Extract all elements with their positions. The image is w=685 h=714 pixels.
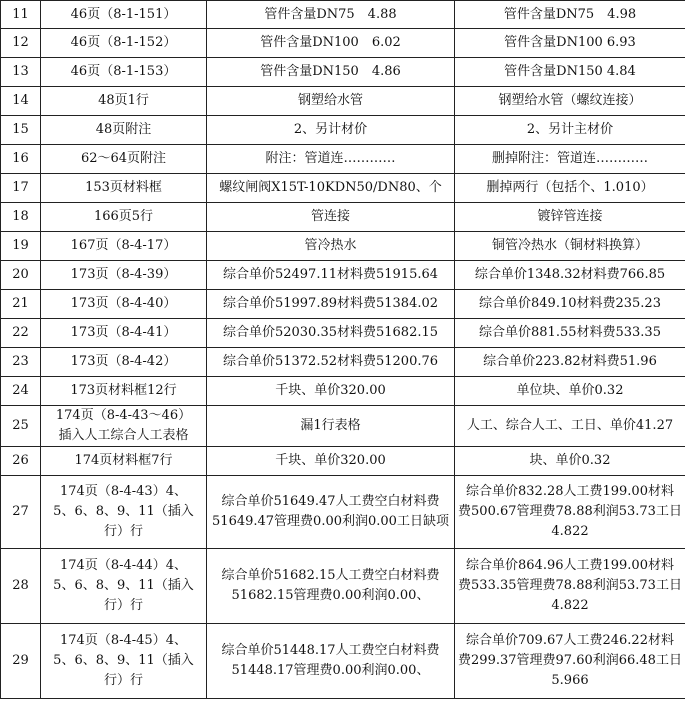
cell-location xyxy=(41,549,207,624)
row-number: 18 xyxy=(1,203,41,232)
cell-line: 4.822 xyxy=(551,598,589,613)
cell-line: 管件含量DN150 4.86 xyxy=(260,64,401,79)
table-row xyxy=(1,549,685,624)
row-number: 19 xyxy=(1,232,41,261)
cell-location xyxy=(41,203,207,232)
cell-location xyxy=(41,87,207,116)
cell-correction xyxy=(455,203,685,232)
cell-line: 螺纹闸阀X15T-10KDN50/DN80、个 xyxy=(219,180,442,195)
cell-original xyxy=(207,203,455,232)
cell-original xyxy=(207,174,455,203)
cell-line: 综合单价1348.32材料费766.85 xyxy=(474,267,666,282)
cell-original xyxy=(207,406,455,447)
cell-line: 166页5行 xyxy=(93,209,154,224)
cell-correction xyxy=(455,447,685,476)
cell-original xyxy=(207,377,455,406)
table-row xyxy=(1,87,685,116)
cell-original xyxy=(207,319,455,348)
cell-line: 173页材料框12行 xyxy=(70,383,177,398)
cell-line: 铜管冷热水（铜材料换算） xyxy=(491,238,648,253)
cell-line: 174页材料框7行 xyxy=(74,453,173,468)
cell-line: 费533.35管理费78.88利润53.73工日 xyxy=(458,578,682,593)
cell-correction xyxy=(455,319,685,348)
cell-line: 48页1行 xyxy=(98,93,149,108)
cell-line: 管件含量DN75 4.98 xyxy=(503,6,637,22)
row-number: 21 xyxy=(1,290,41,319)
cell-line: 174页（8-4-43～46） xyxy=(55,408,192,423)
cell-line: 51682.15管理费0.00利润0.00、 xyxy=(231,588,430,603)
table-row xyxy=(1,116,685,145)
cell-line: 镀锌管连接 xyxy=(537,209,603,224)
table-row xyxy=(1,290,685,319)
cell-location xyxy=(41,1,207,29)
cell-line: 4.822 xyxy=(551,524,589,539)
cell-original xyxy=(207,1,455,29)
cell-line: 费500.67管理费78.88利润53.73工日 xyxy=(458,504,682,519)
row-number: 29 xyxy=(1,624,41,699)
cell-original xyxy=(207,290,455,319)
cell-location xyxy=(41,29,207,58)
cell-line: 删掉两行（包括个、1.010） xyxy=(486,180,654,195)
cell-line: 综合单价52030.35材料费51682.15 xyxy=(222,325,439,340)
cell-original xyxy=(207,549,455,624)
cell-original xyxy=(207,624,455,699)
cell-line: 167页（8-4-17） xyxy=(70,238,177,253)
table-row xyxy=(1,145,685,174)
cell-correction xyxy=(455,290,685,319)
cell-correction xyxy=(455,377,685,406)
cell-correction xyxy=(455,116,685,145)
cell-line: 综合单价51649.47人工费空白材料费 xyxy=(221,494,440,509)
cell-original xyxy=(207,116,455,145)
table-row xyxy=(1,174,685,203)
table-row xyxy=(1,447,685,476)
cell-correction xyxy=(455,1,685,29)
cell-location xyxy=(41,145,207,174)
errata-table-body xyxy=(1,1,685,699)
cell-line: 管件含量DN100 6.02 xyxy=(260,35,401,50)
table-row xyxy=(1,476,685,549)
cell-line: 综合单价51997.89材料费51384.02 xyxy=(222,296,439,311)
cell-original xyxy=(207,261,455,290)
cell-line: 5、6、8、9、11（插入 xyxy=(53,578,194,593)
row-number: 22 xyxy=(1,319,41,348)
cell-correction xyxy=(455,232,685,261)
cell-correction xyxy=(455,476,685,549)
cell-original xyxy=(207,58,455,87)
cell-line: 人工、综合人工、工日、单价41.27 xyxy=(466,418,674,433)
cell-line: 174页（8-4-43）4、 xyxy=(60,484,187,499)
cell-line: 千块、单价320.00 xyxy=(275,383,386,398)
cell-line: 综合单价51372.52材料费51200.76 xyxy=(222,354,439,369)
cell-line: 综合单价881.55材料费533.35 xyxy=(479,325,661,340)
cell-line: 附注：管道连………… xyxy=(265,151,396,166)
cell-correction xyxy=(455,406,685,447)
cell-location xyxy=(41,232,207,261)
cell-line: 5、6、8、9、11（插入 xyxy=(53,504,194,519)
cell-original xyxy=(207,232,455,261)
cell-location xyxy=(41,377,207,406)
table-row xyxy=(1,319,685,348)
cell-correction xyxy=(455,549,685,624)
row-number: 24 xyxy=(1,377,41,406)
cell-line: 5、6、8、9、11（插入 xyxy=(53,653,194,668)
cell-correction xyxy=(455,624,685,699)
cell-line: 46页（8-1-152） xyxy=(70,35,177,50)
cell-line: 综合单价223.82材料费51.96 xyxy=(483,354,657,369)
cell-line: 51448.17管理费0.00利润0.00、 xyxy=(231,663,430,678)
cell-line: 管件含量DN75 4.88 xyxy=(264,6,397,22)
cell-location xyxy=(41,261,207,290)
cell-line: 千块、单价320.00 xyxy=(275,453,386,468)
cell-line: 173页（8-4-39） xyxy=(70,267,177,282)
cell-line: 行）行 xyxy=(103,524,143,539)
cell-line: 综合单价709.67人工费246.22材料 xyxy=(466,633,674,648)
cell-location xyxy=(41,116,207,145)
row-number: 20 xyxy=(1,261,41,290)
row-number: 15 xyxy=(1,116,41,145)
cell-line: 173页（8-4-41） xyxy=(70,325,177,340)
table-row xyxy=(1,348,685,377)
cell-location xyxy=(41,624,207,699)
cell-line: 管件含量DN150 4.84 xyxy=(504,64,636,79)
cell-line: 153页材料框 xyxy=(85,180,162,195)
cell-location xyxy=(41,174,207,203)
cell-line: 综合单价51682.15人工费空白材料费 xyxy=(221,568,440,583)
cell-line: 51649.47管理费0.00利润0.00工日缺项 xyxy=(212,514,449,529)
row-number: 25 xyxy=(1,406,41,447)
cell-line: 删掉附注：管道连………… xyxy=(491,151,648,166)
cell-original xyxy=(207,145,455,174)
cell-line: 62～64页附注 xyxy=(80,151,167,166)
cell-correction xyxy=(455,348,685,377)
cell-line: 管件含量DN100 6.93 xyxy=(504,35,636,50)
cell-location xyxy=(41,348,207,377)
cell-original xyxy=(207,476,455,549)
table-row xyxy=(1,58,685,87)
cell-line: 5.966 xyxy=(551,673,589,688)
row-number: 27 xyxy=(1,476,41,549)
table-row xyxy=(1,406,685,447)
cell-location xyxy=(41,476,207,549)
cell-original xyxy=(207,29,455,58)
cell-correction xyxy=(455,87,685,116)
table-row xyxy=(1,203,685,232)
cell-line: 综合单价864.96人工费199.00材料 xyxy=(466,558,674,573)
cell-correction xyxy=(455,58,685,87)
cell-correction xyxy=(455,145,685,174)
table-row xyxy=(1,377,685,406)
cell-line: 46页（8-1-151） xyxy=(70,6,177,22)
cell-location xyxy=(41,290,207,319)
cell-correction xyxy=(455,261,685,290)
table-row xyxy=(1,1,685,29)
cell-line: 综合单价849.10材料费235.23 xyxy=(479,296,661,311)
cell-location xyxy=(41,447,207,476)
cell-line: 管冷热水 xyxy=(304,238,357,253)
cell-line: 2、另计材价 xyxy=(293,122,368,137)
cell-correction xyxy=(455,174,685,203)
cell-line: 块、单价0.32 xyxy=(529,453,611,468)
cell-location xyxy=(41,58,207,87)
cell-location xyxy=(41,319,207,348)
cell-line: 综合单价51448.17人工费空白材料费 xyxy=(221,643,440,658)
cell-line: 管连接 xyxy=(310,209,350,224)
cell-line: 漏1行表格 xyxy=(300,418,361,433)
cell-line: 钢塑给水管 xyxy=(297,93,363,108)
cell-line: 综合单价52497.11材料费51915.64 xyxy=(222,267,439,282)
cell-line: 钢塑给水管（螺纹连接） xyxy=(498,93,642,108)
table-row xyxy=(1,624,685,699)
cell-line: 综合单价832.28人工费199.00材料 xyxy=(466,484,674,499)
row-number: 28 xyxy=(1,549,41,624)
cell-line: 174页（8-4-45）4、 xyxy=(60,633,187,648)
cell-line: 费299.37管理费97.60利润66.48工日 xyxy=(458,653,682,668)
cell-line: 2、另计主材价 xyxy=(526,122,614,137)
cell-original xyxy=(207,447,455,476)
cell-line: 插入人工综合人工表格 xyxy=(58,428,189,443)
cell-line: 行）行 xyxy=(103,673,143,688)
cell-correction xyxy=(455,29,685,58)
cell-line: 174页（8-4-44）4、 xyxy=(60,558,187,573)
cell-line: 173页（8-4-42） xyxy=(70,354,177,369)
row-number: 23 xyxy=(1,348,41,377)
row-number: 11 xyxy=(1,1,41,29)
cell-location xyxy=(41,406,207,447)
cell-line: 48页附注 xyxy=(95,122,152,137)
cell-original xyxy=(207,87,455,116)
cell-line: 行）行 xyxy=(103,598,143,613)
cell-line: 单位块、单价0.32 xyxy=(516,383,624,398)
table-row xyxy=(1,232,685,261)
cell-line: 46页（8-1-153） xyxy=(70,64,177,79)
table-row xyxy=(1,29,685,58)
row-number: 14 xyxy=(1,87,41,116)
row-number: 26 xyxy=(1,447,41,476)
table-row xyxy=(1,261,685,290)
row-number: 16 xyxy=(1,145,41,174)
row-number: 17 xyxy=(1,174,41,203)
cell-original xyxy=(207,348,455,377)
row-number: 13 xyxy=(1,58,41,87)
cell-line: 173页（8-4-40） xyxy=(70,296,177,311)
row-number: 12 xyxy=(1,29,41,58)
